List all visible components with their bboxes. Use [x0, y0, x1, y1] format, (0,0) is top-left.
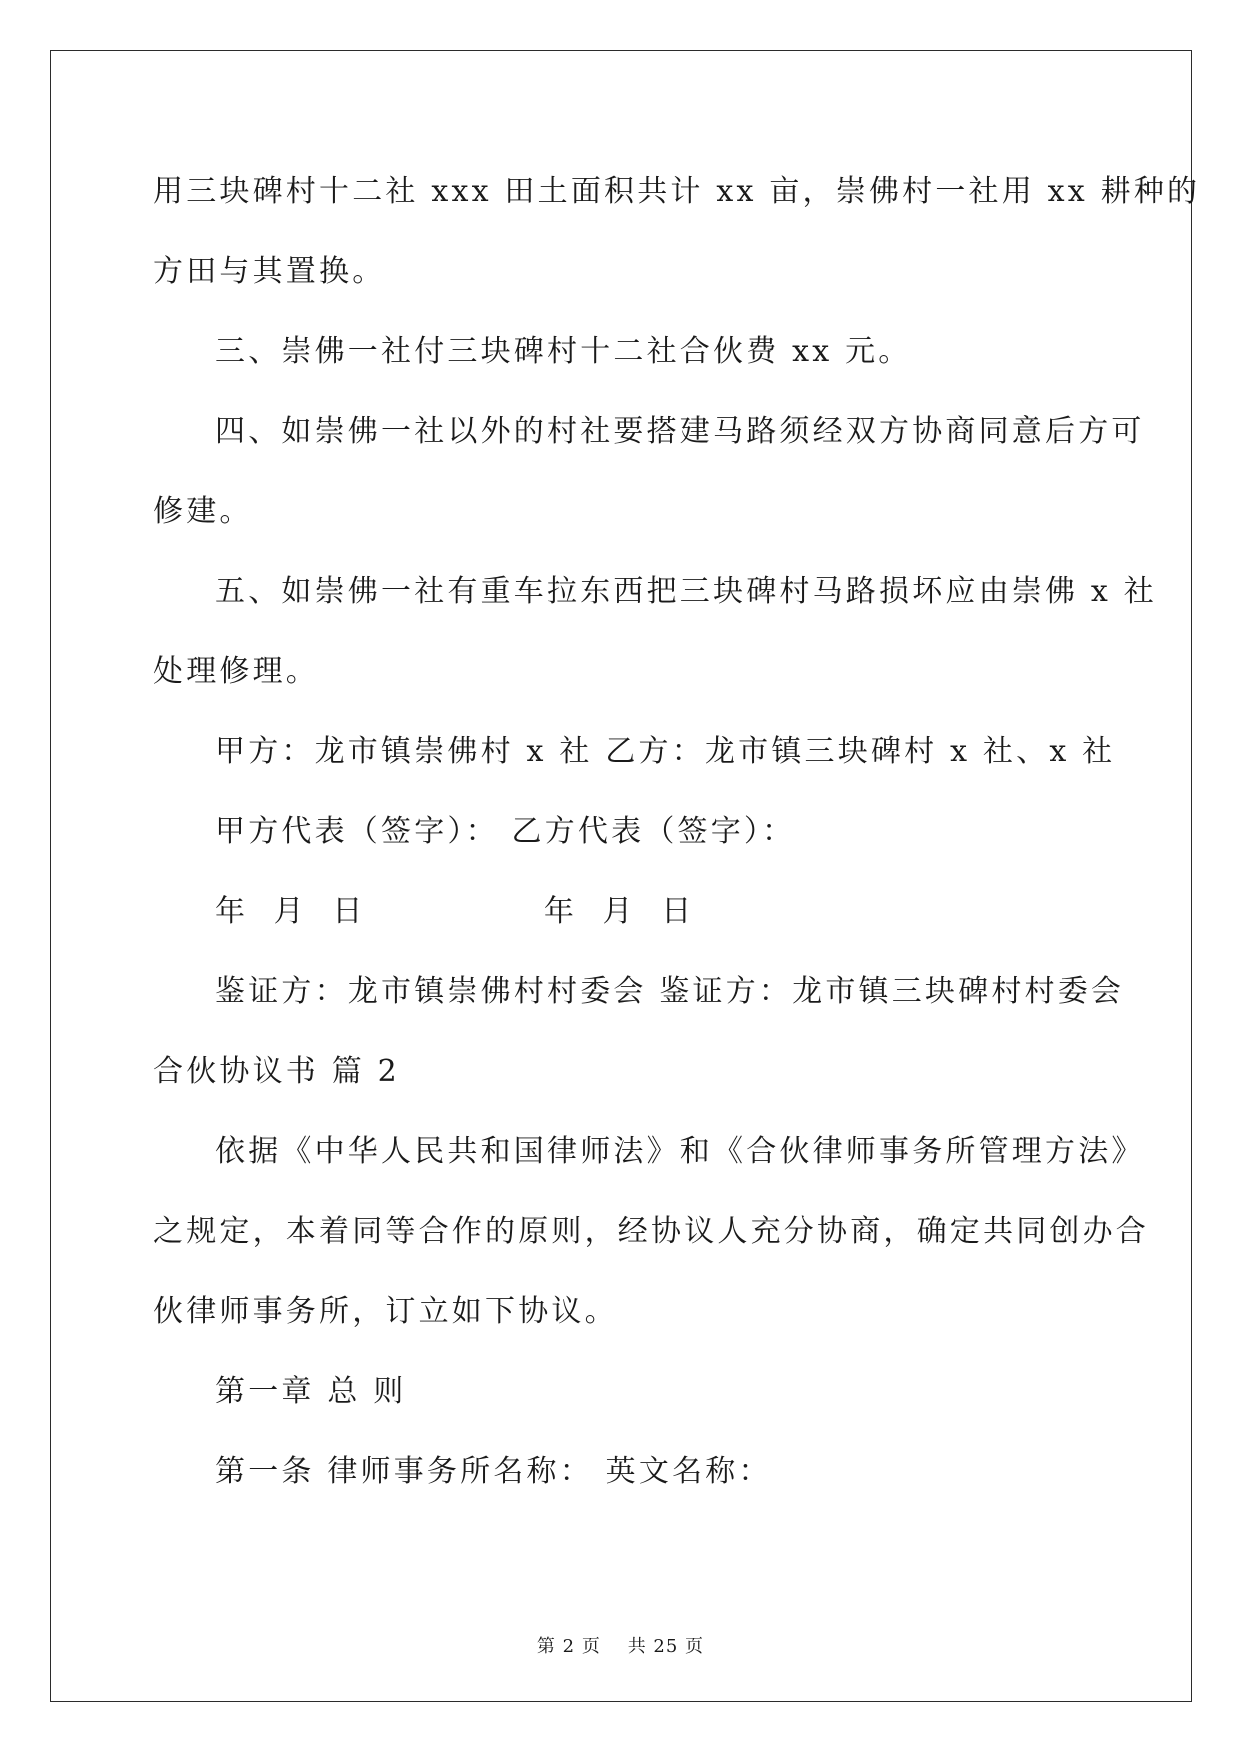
witness-line: 鉴证方：龙市镇崇佛村村委会 鉴证方：龙市镇三块碑村村委会 [215, 974, 1125, 1009]
intro-line-1: 依据《中华人民共和国律师法》和《合伙律师事务所管理方法》 [215, 1134, 1145, 1169]
clause-five-line-1: 五、如崇佛一社有重车拉东西把三块碑村马路损坏应由崇佛 x 社 [215, 574, 1157, 609]
representatives-line: 甲方代表（签字）： 乙方代表（签字）： [215, 814, 796, 849]
paragraph-line-1: 用三块碑村十二社 xxx 田土面积共计 xx 亩，崇佛村一社用 xx 耕种的 [153, 174, 1201, 209]
chapter-heading: 第一章 总 则 [215, 1374, 407, 1409]
section-heading: 合伙协议书 篇 2 [153, 1054, 400, 1089]
date-line: 年 月 日 年 月 日 [215, 894, 695, 929]
paragraph-line-2: 方田与其置换。 [153, 254, 386, 289]
intro-line-3: 伙律师事务所，订立如下协议。 [153, 1294, 618, 1329]
article-one: 第一条 律师事务所名称： 英文名称： [215, 1454, 772, 1489]
clause-five-line-2: 处理修理。 [153, 654, 319, 689]
parties-line: 甲方：龙市镇崇佛村 x 社 乙方：龙市镇三块碑村 x 社、x 社 [215, 734, 1116, 769]
clause-four-line-1: 四、如崇佛一社以外的村社要搭建马路须经双方协商同意后方可 [215, 414, 1145, 449]
clause-three: 三、崇佛一社付三块碑村十二社合伙费 xx 元。 [215, 334, 912, 369]
page-footer: 第 2 页 共 25 页 [536, 1636, 705, 1657]
intro-line-2: 之规定，本着同等合作的原则，经协议人充分协商，确定共同创办合 [153, 1214, 1149, 1249]
clause-four-line-2: 修建。 [153, 494, 253, 529]
